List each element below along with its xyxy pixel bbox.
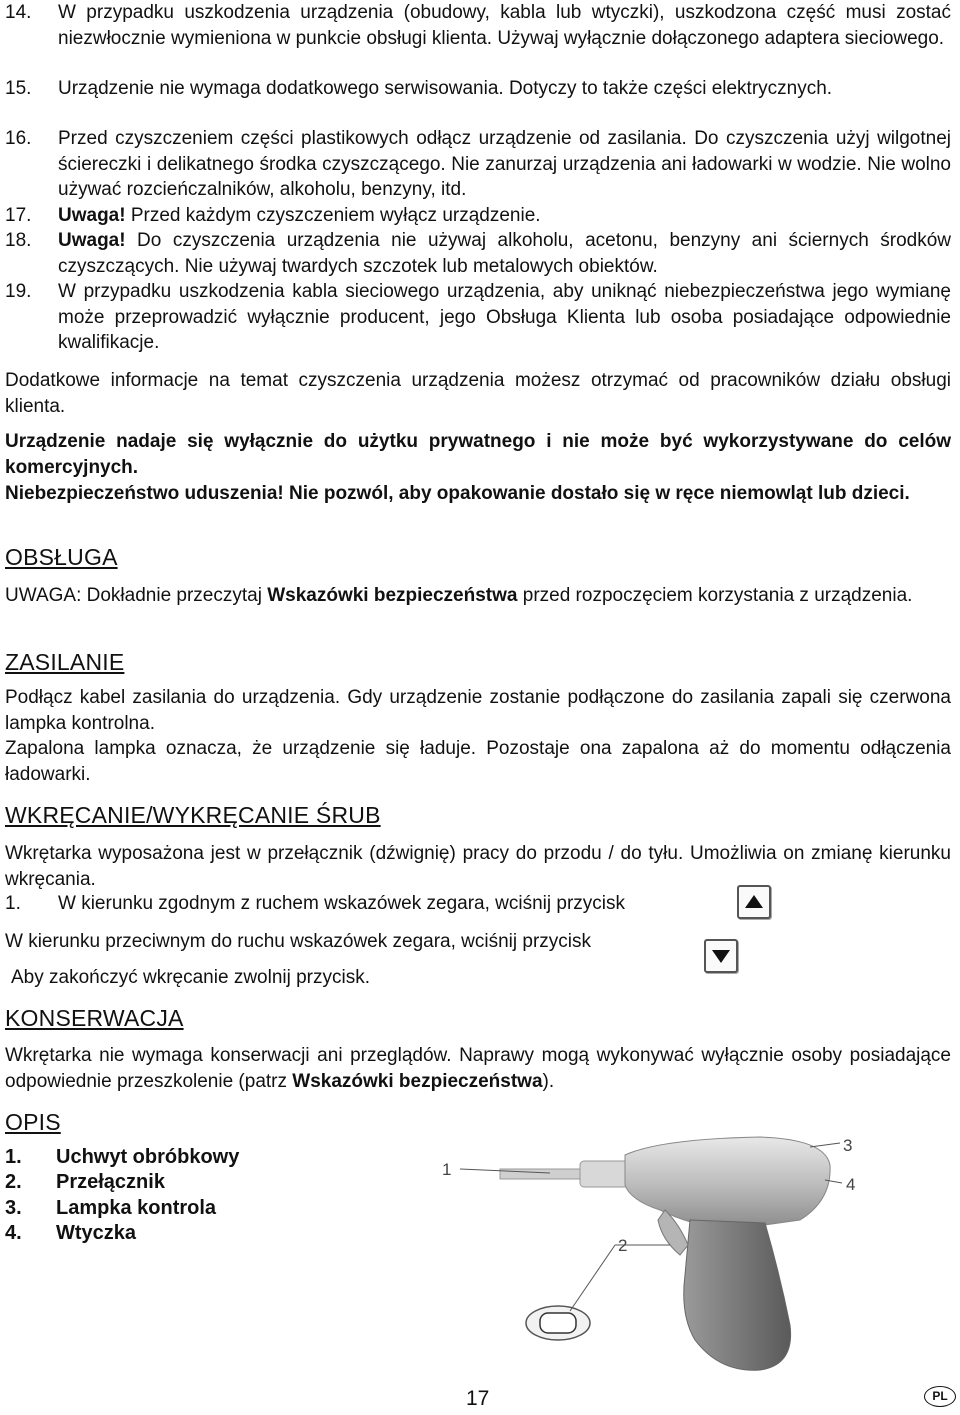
- list-item: 3. Lampka kontrola: [5, 1197, 217, 1219]
- figure-label-2: 2: [618, 1236, 628, 1255]
- figure-label-1: 1: [442, 1160, 452, 1179]
- list-item: 4. Wtyczka: [5, 1222, 137, 1244]
- section-heading-wkrecanie: WKRĘCANIE/WYKRĘCANIE ŚRUB: [5, 802, 381, 828]
- zasilanie-paragraph-2: Zapalona lampka oznacza, że urządzenie się ładuje. Pozostaje ona zapalona aż do momentu odłączenia ładowarki.: [5, 738, 951, 785]
- arrow-down-button-icon: [704, 939, 738, 973]
- figure-label-4: 4: [846, 1175, 856, 1194]
- wkrecanie-step-1: 1. W kierunku zgodnym z ruchem wskazówek zegara, wciśnij przycisk: [5, 893, 626, 914]
- wkrecanie-step-2: W kierunku przeciwnym do ruchu wskazówek zegara, wciśnij przycisk: [5, 931, 592, 952]
- section-heading-opis: OPIS: [5, 1109, 61, 1135]
- arrow-up-button-icon: [737, 885, 771, 919]
- warning-label: Uwaga!: [58, 230, 126, 251]
- manual-page: 14. W przypadku uszkodzenia urządzenia (obudowy, kabla lub wtyczki), uszkodzona część musi zostać niezwłocznie wymieniona w punkcie obsługi klienta. Używaj wyłącznie dołączonego adaptera sieciowego. 15. Urządzenie nie wymaga dodatkowego serwisowania. Dotyczy to także części elektrycznych. 16. Przed czyszczeniem części plastikowych odłącz urządzenie od zasilania. Do czyszczenia użyj wilgotnej ściereczki i delikatnego środka czyszczącego. Nie zanurzaj urządzenia ani ładowarki w wodzie. Nie wolno używać rozcieńczalników, alkoholu, benzyny, itd. 17. Uwaga! Przed każdym czyszczeniem wyłącz urządzenie. 18. Uwaga! Do czyszczenia urządzenia nie używaj alkoholu, acetonu, benzyny ani ściernych środków czyszczących. Nie używaj twardych szczotek lub metalowych obiektów. 19. W przypadku uszkodzenia kabla sieciowego urządzenia, aby uniknąć niebezpieczeństwa jego wymianę może przeprowadzić wyłącznie producent, jego Obsługa Klienta lub osoba posiadające odpowiednie kwalifikacje. Dodatkowe informacje na temat czyszczenia urządzenia możesz otrzymać od pracowników działu obsługi klienta. Urządzenie nadaje się wyłącznie do użytku prywatnego i nie może być wykorzystywane do celów komercyjnych. Niebezpieczeństwo uduszenia! Nie pozwól, aby opakowanie dostało się w ręce niemowląt lub dzieci. OBSŁUGA UWAGA: Dokładnie przeczytaj Wskazówki bezpieczeństwa przed rozpoczęciem korzystania z urządzenia. ZASILANIE Podłącz kabel zasilania do urządzenia. Gdy urządzenie zostanie podłączone do zasilania zapali się czerwona lampka kontrolna. Zapalona lampka oznacza, że urządzenie się ładuje. Pozostaje ona zapalona aż do momentu odłączenia ładowarki. WKRĘCANIE/WYKRĘCANIE ŚRUB Wkrętarka wyposażona jest w przełącznik (dźwignię) pracy do przodu / do tyłu. Umożliwia on zmianę kierunku wkręcania. 1. W kierunku zgodnym z ruchem wskazówek zegara, wciśnij przycisk W kierunku przeciwnym do ruchu wskazówek zegara, wciśnij przycisk Aby zakończyć wkręcanie zwolnij przycisk. KONSERWACJA Wkrętarka nie wymaga konserwacji ani przeglądów. Naprawy mogą wykonywać wyłącznie osoby posiadające odpowiednie przeszkolenie (patrz Wskazówki bezpieczeństwa). OPIS 1. Uchwyt obróbkowy 2. Przełącznik 3. Lampka kontrola 4. Wtyczka 1 2 3 4 17 PL: [0, 0, 960, 1415]
- warning-label: Uwaga!: [58, 205, 126, 226]
- list-item: 2. Przełącznik: [5, 1171, 165, 1193]
- screwdriver-illustration: [430, 1125, 870, 1385]
- language-badge: PL: [924, 1386, 956, 1407]
- section-heading-obsluga: OBSŁUGA: [5, 544, 118, 570]
- obsluga-paragraph: UWAGA: Dokładnie przeczytaj Wskazówki bezpieczeństwa przed rozpoczęciem korzystania z urządzenia.: [5, 585, 913, 606]
- page-number: 17: [466, 1387, 490, 1410]
- wkrecanie-step-3: Aby zakończyć wkręcanie zwolnij przycisk.: [11, 967, 371, 988]
- private-use-notice: Urządzenie nadaje się wyłącznie do użytku prywatnego i nie może być wykorzystywane do celów komercyjnych.: [5, 431, 951, 478]
- konserwacja-paragraph: Wkrętarka nie wymaga konserwacji ani przeglądów. Naprawy mogą wykonywać wyłącznie osoby posiadające odpowiednie przeszkolenie (patrz Wskazówki bezpieczeństwa).: [5, 1045, 951, 1092]
- zasilanie-paragraph-1: Podłącz kabel zasilania do urządzenia. Gdy urządzenie zostanie podłączone do zasilania zapali się czerwona lampka kontrolna.: [5, 687, 951, 734]
- list-item: 1. Uchwyt obróbkowy: [5, 1146, 240, 1168]
- figure-label-3: 3: [843, 1136, 853, 1155]
- extra-info-paragraph: Dodatkowe informacje na temat czyszczenia urządzenia możesz otrzymać od pracowników działu obsługi klienta.: [5, 370, 951, 417]
- suffocation-warning: Niebezpieczeństwo uduszenia! Nie pozwól, aby opakowanie dostało się w ręce niemowląt lub dzieci.: [5, 483, 910, 504]
- section-heading-zasilanie: ZASILANIE: [5, 649, 125, 675]
- wkrecanie-paragraph: Wkrętarka wyposażona jest w przełącznik (dźwignię) pracy do przodu / do tyłu. Umożliwia on zmianę kierunku wkręcania.: [5, 843, 951, 890]
- section-heading-konserwacja: KONSERWACJA: [5, 1005, 184, 1031]
